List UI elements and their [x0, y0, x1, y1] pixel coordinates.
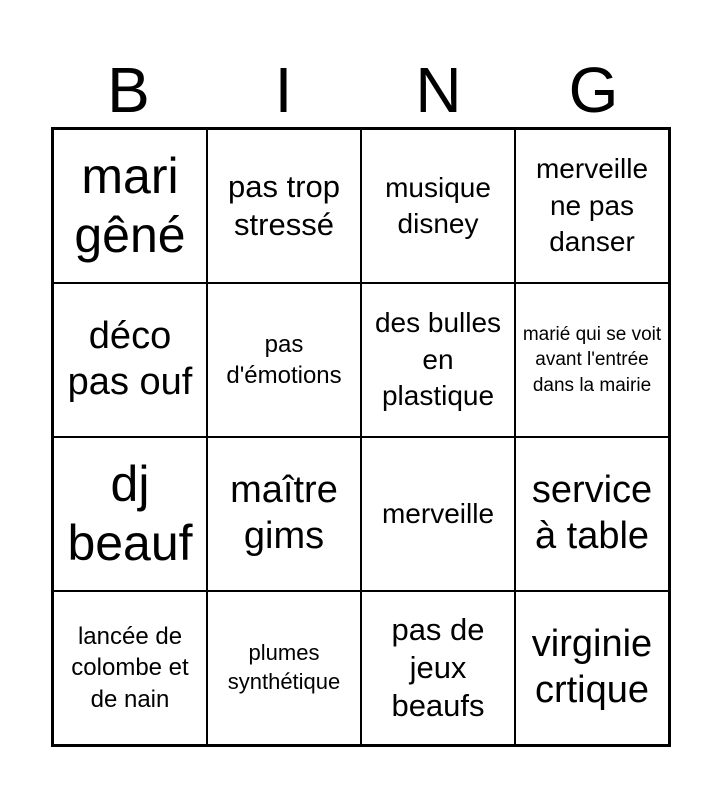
cell-text: maître gims [230, 469, 338, 557]
cell-text: dj beauf [67, 456, 193, 571]
bingo-card-grid [51, 127, 671, 747]
bingo-cell-4-2[interactable] [207, 591, 361, 745]
bingo-cell-3-1[interactable] [53, 437, 207, 591]
header-letter-n: N [415, 54, 462, 126]
cell-text: marié qui se voit avant l'entrée dans la mairie [522, 323, 662, 396]
cell-text: plumes synthétique [227, 640, 341, 694]
bingo-cell-2-3[interactable] [361, 283, 515, 437]
bingo-cell-2-4[interactable] [515, 283, 669, 437]
bingo-cell-3-2[interactable] [207, 437, 361, 591]
bingo-cell-1-1[interactable] [53, 129, 207, 283]
header-letter-g: G [568, 54, 619, 126]
bingo-cell-2-2[interactable] [207, 283, 361, 437]
cell-text: lancée de colombe et de nain [71, 623, 189, 713]
bingo-cell-3-4[interactable] [515, 437, 669, 591]
cell-text: merveille ne pas danser [535, 153, 649, 258]
bingo-cell-4-4[interactable] [515, 591, 669, 745]
bingo-cell-4-1[interactable] [53, 591, 207, 745]
bingo-cell-1-2[interactable] [207, 129, 361, 283]
cell-text: des bulles en plastique [374, 307, 502, 412]
header-letter-b: B [107, 54, 150, 126]
cell-text: virginie crtique [531, 623, 653, 711]
cell-text: mari gêné [74, 148, 186, 263]
bingo-cell-1-4[interactable] [515, 129, 669, 283]
bingo-header [51, 52, 671, 128]
cell-text: musique disney [385, 171, 491, 239]
cell-text: pas de jeux beaufs [391, 612, 485, 723]
bingo-cell-3-3[interactable] [361, 437, 515, 591]
cell-text: pas d'émotions [226, 330, 342, 389]
cell-text: merveille [381, 497, 495, 529]
cell-text: service à table [531, 469, 653, 557]
cell-text: déco pas ouf [67, 315, 193, 403]
cell-text: pas trop stressé [227, 169, 340, 242]
header-letter-i: I [274, 54, 293, 126]
bingo-cell-2-1[interactable] [53, 283, 207, 437]
bingo-cell-4-3[interactable] [361, 591, 515, 745]
bingo-cell-1-3[interactable] [361, 129, 515, 283]
